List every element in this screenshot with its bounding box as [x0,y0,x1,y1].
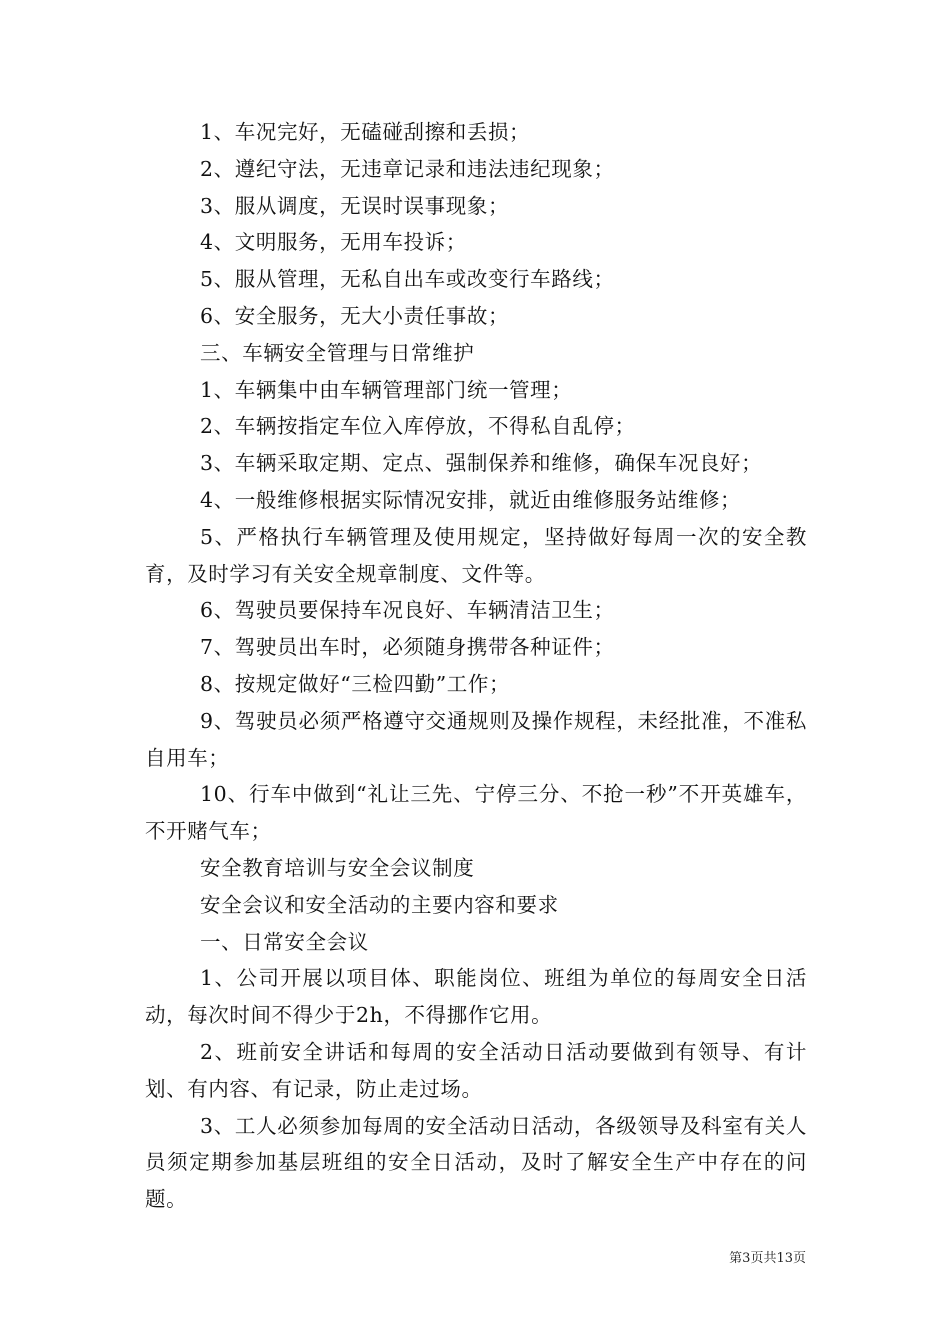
paragraph: 4、文明服务，无用车投诉； [200,230,467,255]
paragraph: 5、严格执行车辆管理及使用规定，坚持做好每周一次的安全教育，及时学习有关安全规章制度、文件等。 [145,524,807,586]
paragraph: 9、驾驶员必须严格遵守交通规则及操作规程，未经批准，不准私自用车； [145,708,807,770]
paragraph: 7、驾驶员出车时，必须随身携带各种证件； [200,635,615,660]
paragraph: 10、行车中做到“礼让三先、宁停三分、不抢一秒”不开英雄车，不开赌气车； [145,782,807,844]
section-heading: 安全教育培训与安全会议制度 [200,855,475,880]
paragraph: 5、服从管理，无私自出车或改变行车路线； [200,267,615,292]
section-heading: 三、车辆安全管理与日常维护 [200,340,475,365]
document-body [145,114,807,1218]
paragraph: 6、驾驶员要保持车况良好、车辆清洁卫生； [200,598,615,623]
paragraph: 1、车况完好，无磕碰刮擦和丢损； [200,120,531,144]
paragraph: 3、车辆采取定期、定点、强制保养和维修，确保车况良好； [200,451,763,476]
paragraph: 1、车辆集中由车辆管理部门统一管理； [200,377,573,402]
paragraph: 3、工人必须参加每周的安全活动日活动，各级领导及科室有关人员须定期参加基层班组的安全日活动，及时了解安全生产中存在的问题。 [145,1113,807,1212]
paragraph: 4、一般维修根据实际情况安排，就近由维修服务站维修； [200,487,742,512]
paragraph: 8、按规定做好“三检四勤”工作； [200,671,511,696]
page-number: 第3页共13页 [729,1251,806,1266]
paragraph: 1、公司开展以项目体、职能岗位、班组为单位的每周安全日活动，每次时间不得少于2h，不得挪作它用。 [145,966,807,1028]
section-heading: 安全会议和安全活动的主要内容和要求 [200,892,559,917]
section-heading: 一、日常安全会议 [200,929,369,954]
paragraph: 2、车辆按指定车位入库停放，不得私自乱停； [200,414,636,439]
paragraph: 2、遵纪守法，无违章记录和违法违纪现象； [200,156,615,181]
paragraph: 3、服从调度，无误时误事现象； [200,193,510,218]
paragraph: 6、安全服务，无大小责任事故； [200,303,510,328]
paragraph: 2、班前安全讲话和每周的安全活动日活动要做到有领导、有计划、有内容、有记录，防止走过场。 [145,1039,807,1101]
